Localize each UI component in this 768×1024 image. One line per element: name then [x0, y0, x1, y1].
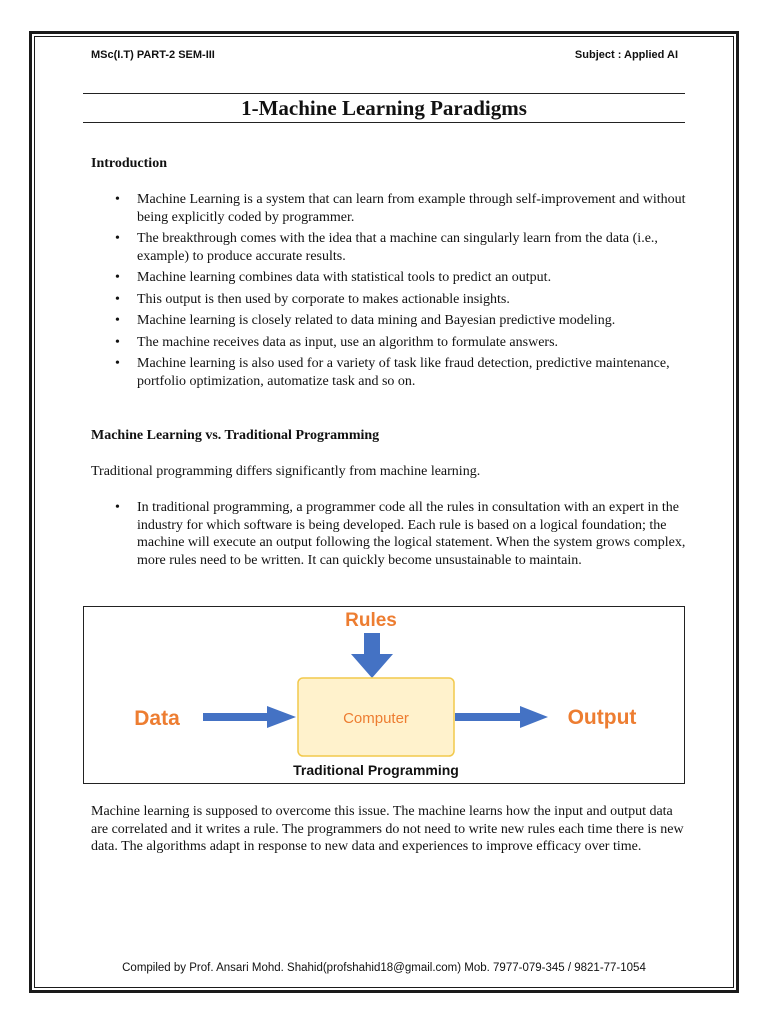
traditional-programming-diagram: [83, 606, 685, 784]
page-title: 1-Machine Learning Paradigms: [241, 96, 527, 120]
title-rule-top: [83, 93, 685, 94]
list-item: • Machine learning is closely related to data mining and Bayesian predictive modeling.: [115, 313, 616, 328]
rules-label: Rules: [345, 610, 397, 631]
list-item: • The breakthrough comes with the idea that a machine can singularly learn from the data (i.e., example) to produce accurate results.: [115, 231, 658, 264]
intro-heading: Introduction: [91, 156, 167, 171]
ml-vs-tp-intro: Traditional programming differs significantly from machine learning.: [91, 464, 481, 479]
list-item: • This output is then used by corporate to makes actionable insights.: [115, 291, 510, 307]
page-footer: Compiled by Prof. Ansari Mohd. Shahid(profshahid18@gmail.com) Mob. 7977-079-345 / 9821-77-1054: [122, 962, 646, 974]
title-rule-bottom: [83, 122, 685, 123]
data-to-computer-arrow: [203, 706, 296, 728]
header-course: MSc(I.T) PART-2 SEM-III: [91, 49, 215, 61]
ml-vs-tp-bullet-list: [91, 499, 691, 573]
closing-paragraph: Machine learning is supposed to overcome this issue. The machine learns how the input and output data are correlated and it writes a rule. The programmers do not need to write new rules each time there is new data. The algorithms adapt in response to new data and experiences to improve efficacy over time.: [91, 804, 684, 854]
rules-down-arrow: [351, 633, 393, 678]
header-subject: Subject : Applied AI: [574, 49, 678, 61]
computer-label: Computer: [343, 710, 409, 727]
list-item: • Machine learning is also used for a variety of task like fraud detection, predictive maintenance, portfolio optimization, automatize task and so on.: [115, 356, 670, 389]
diagram-caption: Traditional Programming: [293, 762, 459, 778]
list-item: • The machine receives data as input, use an algorithm to formulate answers.: [115, 334, 559, 350]
output-label: Output: [567, 706, 637, 729]
list-item: • Machine Learning is a system that can learn from example through self-improvement and without being explicitly coded by programmer.: [115, 192, 686, 225]
intro-bullet-list: [91, 191, 691, 394]
list-item: • Machine learning combines data with statistical tools to predict an output.: [115, 270, 552, 285]
computer-to-output-arrow: [455, 706, 548, 728]
ml-vs-tp-heading: Machine Learning vs. Traditional Programming: [91, 428, 380, 443]
data-label: Data: [134, 707, 180, 730]
list-item: • In traditional programming, a programmer code all the rules in consultation with an expert in the industry for which software is being developed. Each rule is based on a logical foundation; the machine will execute an output following the logical statement. When the system grows complex, more rules need to be written. It can quickly become unsustainable to maintain.: [115, 500, 686, 568]
